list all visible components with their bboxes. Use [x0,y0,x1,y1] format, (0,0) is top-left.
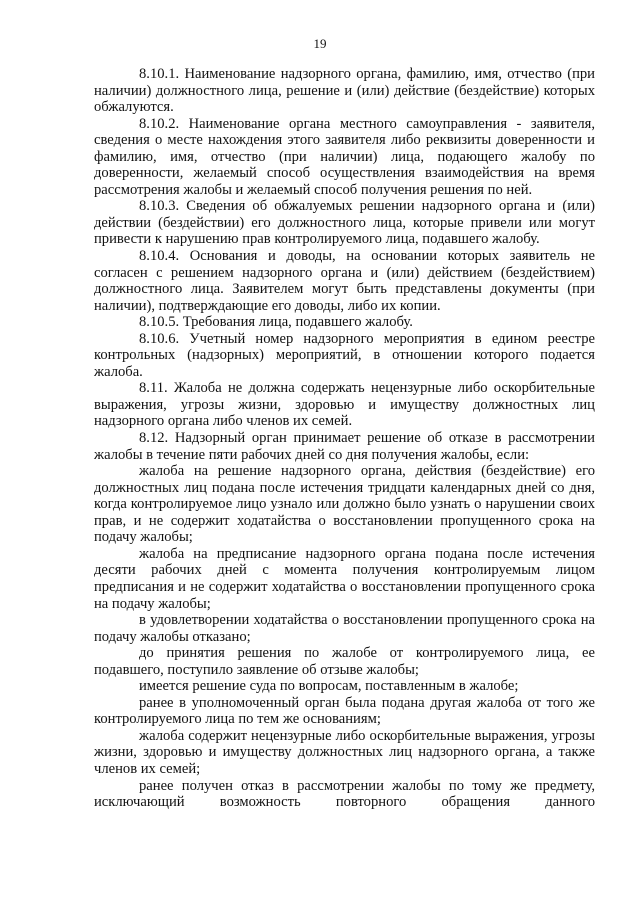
paragraph-8-10-2: 8.10.2. Наименование органа местного самоуправления - заявителя, сведения о месте нахождения этого заявителя либо реквизиты доверенности и фамилию, имя, отчество (при наличии) лица, подающего жалобу по доверенности, желаемый способ осуществления взаимодействия на время рассмотрения жалобы и желаемый способ получения решения по ней. [94,115,595,198]
document-body [94,66,595,811]
list-item-prior-refusal: ранее получен отказ в рассмотрении жалобы по тому же предмету, исключающий возможность повторного обращения данного [94,777,595,811]
paragraph-8-10-1: 8.10.1. Наименование надзорного органа, фамилию, имя, отчество (при наличии) должностного лица, решение и (или) действие (бездействие) которых обжалуются. [94,66,595,116]
list-item-withdrawal: до принятия решения по жалобе от контролируемого лица, ее подавшего, поступило заявление об отзыве жалобы; [94,645,595,678]
paragraph-8-10-4: 8.10.4. Основания и доводы, на основании которых заявитель не согласен с решением надзорного органа и (или) действием (бездействием) должностного лица. Заявителем могут быть представлены документы (при наличии), подтверждающие его доводы, либо их копии. [94,248,595,314]
paragraph-8-12: 8.12. Надзорный орган принимает решение об отказе в рассмотрении жалобы в течение пяти рабочих дней со дня получения жалобы, если: [94,430,595,463]
paragraph-8-11: 8.11. Жалоба не должна содержать нецензурные либо оскорбительные выражения, угрозы жизни, здоровью и имуществу должностных лиц надзорного органа либо членов их семей. [94,380,595,430]
list-item-deadline-order: жалоба на предписание надзорного органа подана после истечения десяти рабочих дней с момента получения контролируемым лицом предписания и не содержит ходатайства о восстановлении пропущенного срока на подачу жалобы; [94,545,595,612]
list-item-deadline-decision: жалоба на решение надзорного органа, действия (бездействие) его должностных лиц подана после истечения тридцати календарных дней со дня, когда контролируемое лицо узнало или должно было узнать о нарушении своих прав, и не содержит ходатайства о восстановлении пропущенного срока на подачу жалобы; [94,463,595,546]
list-item-obscene-content: жалоба содержит нецензурные либо оскорбительные выражения, угрозы жизни, здоровью и имуществу должностных лиц надзорного органа, а также членов их семей; [94,727,595,777]
list-item-court-decision: имеется решение суда по вопросам, поставленным в жалобе; [139,678,519,695]
paragraph-8-10-6: 8.10.6. Учетный номер надзорного мероприятия в едином реестре контрольных (надзорных) мероприятий, в отношении которого подается жалоба. [94,330,595,380]
paragraph-8-10-3: 8.10.3. Сведения об обжалуемых решении надзорного органа и (или) действии (бездействии) его должностного лица, которые привели или могут привести к нарушению прав контролируемого лица, подавшего жалобу. [94,198,595,248]
list-item-duplicate-complaint: ранее в уполномоченный орган была подана другая жалоба от того же контролируемого лица по тем же основаниям; [94,694,595,728]
paragraph-8-10-5: 8.10.5. Требования лица, подавшего жалобу. [139,314,413,331]
page-number: 19 [313,36,327,51]
list-item-petition-denied: в удовлетворении ходатайства о восстановлении пропущенного срока на подачу жалобы отказано; [94,612,595,645]
